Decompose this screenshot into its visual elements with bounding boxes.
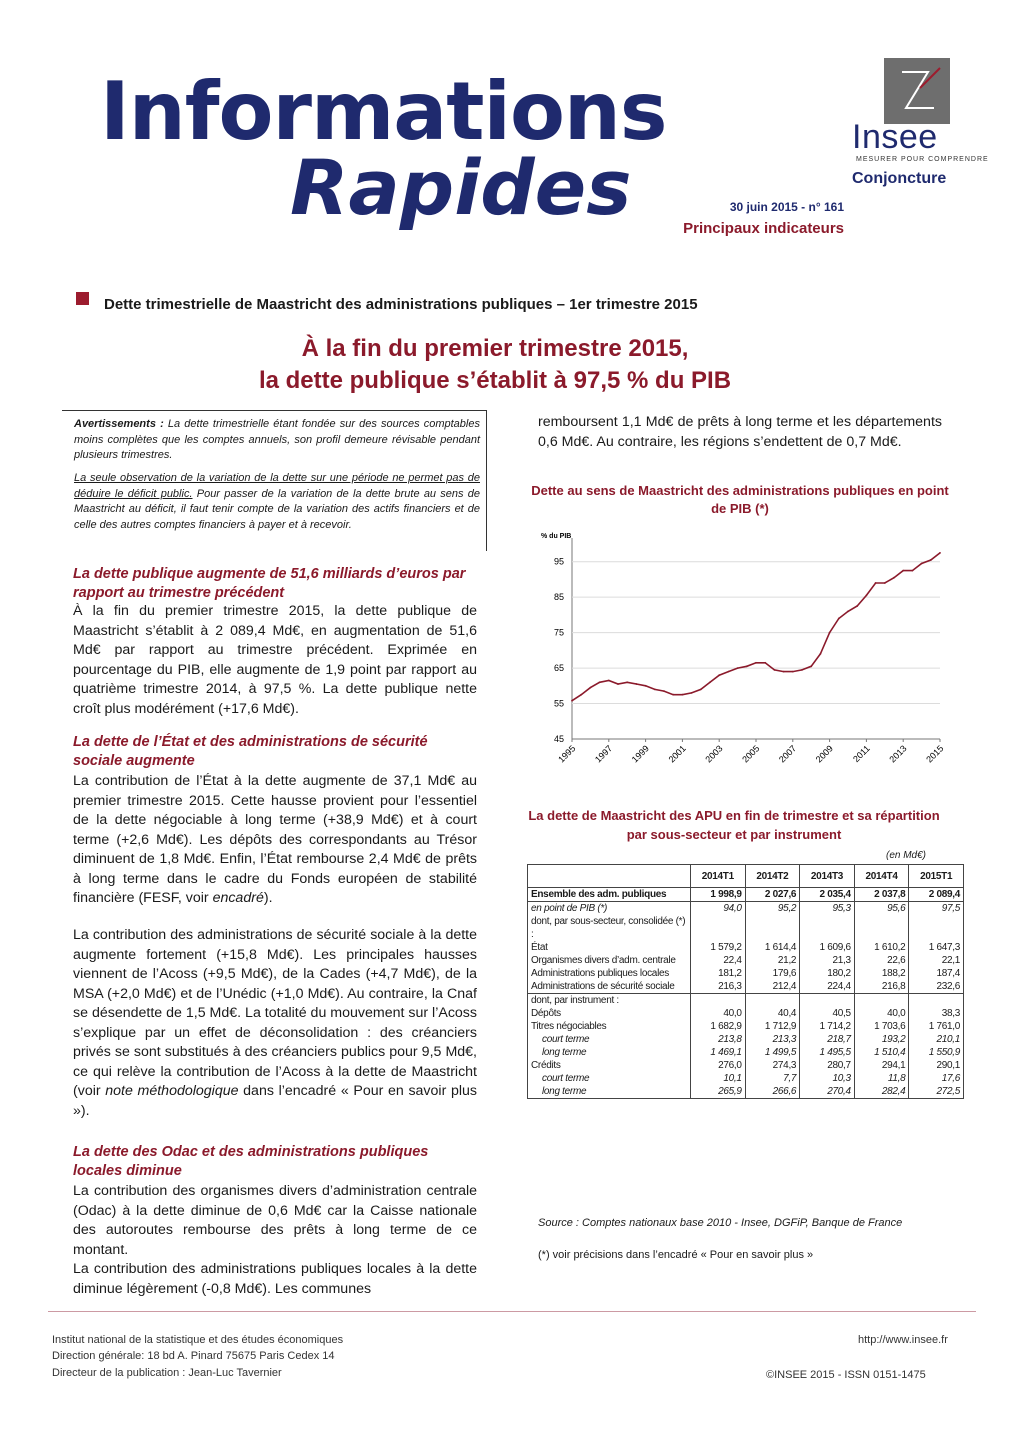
table-cell: 216,3 xyxy=(691,980,746,994)
warning-underlined: La seule observation de la variation de la dette sur une période ne permet pas de déduire le déficit public. xyxy=(74,472,480,500)
section-paragraph-2b xyxy=(73,926,477,1121)
headline xyxy=(180,333,810,397)
table-cell: 187,4 xyxy=(909,967,964,980)
section-paragraph-2a xyxy=(73,772,477,909)
table-cell: 11,8 xyxy=(854,1072,909,1085)
table-cell: 21,3 xyxy=(800,954,855,967)
debt-table xyxy=(527,864,964,1099)
table-cell: 2 037,8 xyxy=(854,888,909,902)
table-cell: 218,7 xyxy=(800,1033,855,1046)
table-header-blank xyxy=(528,865,691,888)
table-cell: 95,3 xyxy=(800,902,855,916)
row-label: court terme xyxy=(528,1072,691,1085)
logo-name: Insee xyxy=(852,118,938,156)
x-tick-label: 2015 xyxy=(924,743,946,765)
table-unit: (en Md€) xyxy=(886,850,927,861)
table-row xyxy=(528,954,964,967)
table-cell: 97,5 xyxy=(909,902,964,916)
chart-title: Dette au sens de Maastricht des administrations publiques en point de PIB (*) xyxy=(531,483,949,516)
section-text-2b: La contribution des administrations de sécurité sociale à la dette augmente fortement (+15,8 Md€). Les principales hausses viennent de l’Acoss (+9,5 Md€), de la Cades (+4,7 Md€), de la MSA (+2,0 Md€) et de l’Unédic (+1,0 Md€). Au contraire, la Cnaf se désendette de 1,5 Md€. La totalité du mouvement sur l’Acoss s’explique par un effet de déconsolidation : des créanciers privés se sont substitués à des créanciers publics pour 9,5 Md€, ce qui relève la contribution de l’Acoss à la dette de Maastricht (voir xyxy=(73,927,477,1099)
table-cell: 282,4 xyxy=(854,1085,909,1099)
y-axis-label: % du PIB xyxy=(541,533,572,540)
row-label: court terme xyxy=(528,1033,691,1046)
x-tick-label: 1997 xyxy=(592,743,615,765)
table-cell: 290,1 xyxy=(909,1059,964,1072)
table-cell: 17,6 xyxy=(909,1072,964,1085)
section-heading-1: La dette publique augmente de 51,6 milliards d’euros par rapport au trimestre précédent xyxy=(73,566,466,601)
row-label: en point de PIB (*) xyxy=(528,902,691,916)
table-cell: 94,0 xyxy=(691,902,746,916)
table-cell: 38,3 xyxy=(909,1007,964,1020)
table-cell: 212,4 xyxy=(745,980,800,994)
column-header: 2014T1 xyxy=(691,865,746,888)
table-cell: 232,6 xyxy=(909,980,964,994)
table-title: La dette de Maastricht des APU en fin de trimestre et sa répartition par sous-secteur et par instrument xyxy=(528,808,940,842)
table-row xyxy=(528,1007,964,1020)
section-heading-3: La dette des Odac et des administrations publiques locales diminue xyxy=(73,1144,429,1179)
section-text-2a: La contribution de l’État à la dette augmente de 37,1 Md€ au premier trimestre 2015. Cette hausse provient pour l’essentiel de la dette négociable à long terme (+38,9 Md€) et à court terme (+2,6 Md€). Les dépôts des correspondants au Trésor diminuent de 1,8 Md€. Enfin, l’État rembourse 2,4 Md€ de prêts à long terme dans le cadre du Fonds européen de stabilité financière (FESF, voir xyxy=(73,773,477,906)
insee-logo-icon xyxy=(884,58,950,124)
warning-text-2: Pour passer de la variation de la dette brute au sens de Maastricht au déficit, il faut tenir compte de la variation des actifs financiers et de celle des autres comptes financiers à payer et à recevoir. xyxy=(74,487,480,531)
x-tick-label: 2005 xyxy=(740,743,762,765)
row-label: Crédits xyxy=(528,1059,691,1072)
issue-number: 30 juin 2015 - n° 161 xyxy=(729,200,844,214)
row-label: Administrations publiques locales xyxy=(528,967,691,980)
y-tick-label: 55 xyxy=(553,698,564,709)
footer-institute: Institut national de la statistique et des études économiques xyxy=(52,1334,344,1346)
table-source: Source : Comptes nationaux base 2010 - Insee, DGFiP, Banque de France xyxy=(538,1217,903,1229)
table-cell: 1 469,1 xyxy=(691,1046,746,1059)
table-cell: 22,6 xyxy=(854,954,909,967)
row-label: Titres négociables xyxy=(528,1020,691,1033)
masthead-title-line1: Informations xyxy=(100,65,667,158)
table-cell: 294,1 xyxy=(854,1059,909,1072)
x-tick-label: 1999 xyxy=(629,743,652,765)
table-row-pib xyxy=(528,902,964,916)
table-cell: 1 579,2 xyxy=(691,941,746,954)
bullet-square-icon xyxy=(76,292,89,305)
section-text-3a: La contribution des organismes divers d’administration centrale (Odac) à la dette diminue de 0,6 Md€ car la Caisse nationale des autoroutes rembourse des prêts à long terme de ce montant. xyxy=(73,1183,477,1258)
warning-paragraph-1 xyxy=(74,417,480,464)
table-row xyxy=(528,1059,964,1072)
column-header: 2015T1 xyxy=(909,865,964,888)
table-cell: 210,1 xyxy=(909,1033,964,1046)
table-cell: 265,9 xyxy=(691,1085,746,1099)
table-cell: 10,3 xyxy=(800,1072,855,1085)
table-cell: 22,4 xyxy=(691,954,746,967)
x-tick-label: 2001 xyxy=(666,743,688,765)
table-cell: 1 610,2 xyxy=(854,941,909,954)
table-cell: 266,6 xyxy=(745,1085,800,1099)
table-cell: 1 761,0 xyxy=(909,1020,964,1033)
footer-copyright: ©INSEE 2015 - ISSN 0151-1475 xyxy=(766,1369,926,1381)
series-line xyxy=(572,553,940,701)
table-cell: 40,5 xyxy=(800,1007,855,1020)
table-cell: 1 609,6 xyxy=(800,941,855,954)
table-row xyxy=(528,1020,964,1033)
row-label: État xyxy=(528,941,691,954)
table-row xyxy=(528,980,964,994)
y-tick-label: 75 xyxy=(553,627,564,638)
x-tick-label: 2009 xyxy=(813,743,836,765)
table-cell: 2 089,4 xyxy=(909,888,964,902)
table-cell: 40,4 xyxy=(745,1007,800,1020)
table-row xyxy=(528,1072,964,1085)
table-cell: 1 550,9 xyxy=(909,1046,964,1059)
table-row xyxy=(528,1046,964,1059)
x-tick-label: 2011 xyxy=(851,743,872,765)
table-row xyxy=(528,1085,964,1099)
warning-paragraph-2 xyxy=(74,471,480,533)
y-tick-label: 65 xyxy=(553,663,564,674)
table-cell: 270,4 xyxy=(800,1085,855,1099)
table-row xyxy=(528,967,964,980)
table-cell: 213,8 xyxy=(691,1033,746,1046)
table-cell: 1 712,9 xyxy=(745,1020,800,1033)
table-cell: 274,3 xyxy=(745,1059,800,1072)
table-row-total xyxy=(528,888,964,902)
column-header: 2014T3 xyxy=(800,865,855,888)
logo-conjoncture: Conjoncture xyxy=(852,170,947,187)
table-cell: 1 647,3 xyxy=(909,941,964,954)
x-tick-label: 2007 xyxy=(776,743,799,765)
table-cell: 1 714,2 xyxy=(800,1020,855,1033)
section-text-2a-end: ). xyxy=(263,890,273,906)
table-cell: 95,2 xyxy=(745,902,800,916)
table-cell: 1 682,9 xyxy=(691,1020,746,1033)
y-tick-label: 95 xyxy=(553,556,564,567)
section-text-2b-end: dans l’encadré « Pour en savoir plus »). xyxy=(73,1083,477,1119)
table-cell: 1 703,6 xyxy=(854,1020,909,1033)
y-tick-label: 85 xyxy=(553,592,564,603)
row-label: Administrations de sécurité sociale xyxy=(528,980,691,994)
table-row xyxy=(528,1033,964,1046)
table-row-subsector-header xyxy=(528,915,964,941)
table-cell: 10,1 xyxy=(691,1072,746,1085)
table-cell: 213,3 xyxy=(745,1033,800,1046)
subject-line: Dette trimestrielle de Maastricht des administrations publiques – 1er trimestre 2015 xyxy=(104,296,698,313)
table-cell: 1 499,5 xyxy=(745,1046,800,1059)
table-cell: 224,4 xyxy=(800,980,855,994)
section-emphasis-2a: encadré xyxy=(212,890,264,906)
table-row xyxy=(528,941,964,954)
x-tick-label: 2013 xyxy=(887,743,909,765)
headline-line1: À la fin du premier trimestre 2015, xyxy=(301,335,689,362)
debt-line-chart xyxy=(530,524,950,774)
table-cell: 1 998,9 xyxy=(691,888,746,902)
table-cell: 280,7 xyxy=(800,1059,855,1072)
section-text-3b: La contribution des administrations publiques locales à la dette diminue légèrement (-0,8 Md€). Les communes xyxy=(73,1261,477,1297)
footer-director: Directeur de la publication : Jean-Luc Tavernier xyxy=(52,1367,282,1379)
headline-line2: la dette publique s’établit à 97,5 % du PIB xyxy=(258,367,732,394)
x-tick-label: 2003 xyxy=(703,743,725,765)
table-cell: 193,2 xyxy=(854,1033,909,1046)
table-cell: 21,2 xyxy=(745,954,800,967)
column-header: 2014T4 xyxy=(854,865,909,888)
table-cell: 188,2 xyxy=(854,967,909,980)
y-tick-label: 45 xyxy=(553,734,564,744)
section-emphasis-2b: note méthodologique xyxy=(105,1083,239,1099)
table-note: (*) voir précisions dans l’encadré « Pour en savoir plus » xyxy=(538,1249,814,1261)
table-cell: 216,8 xyxy=(854,980,909,994)
table-cell: 2 027,6 xyxy=(745,888,800,902)
table-cell: 1 495,5 xyxy=(800,1046,855,1059)
footer-address: Direction générale: 18 bd A. Pinard 75675 Paris Cedex 14 xyxy=(52,1350,335,1362)
table-cell: 180,2 xyxy=(800,967,855,980)
x-tick-label: 1995 xyxy=(556,743,578,765)
warning-text-1: La dette trimestrielle étant fondée sur des sources comptables moins complètes que les comptes annuels, son profil demeure révisable pendant plusieurs trimestres. xyxy=(74,418,480,461)
table-header-row xyxy=(528,865,964,888)
footer-divider xyxy=(48,1311,976,1312)
row-label: long terme xyxy=(528,1046,691,1059)
table-row-instrument-header xyxy=(528,994,964,1008)
row-label: Organismes divers d’adm. centrale xyxy=(528,954,691,967)
footer-url-link[interactable]: http://www.insee.fr xyxy=(858,1334,948,1346)
section-heading-2: La dette de l’État et des administrations de sécurité sociale augmente xyxy=(73,734,428,769)
warning-box xyxy=(62,410,487,551)
row-label: dont, par sous-secteur, consolidée (*) : xyxy=(528,915,691,941)
row-label: Dépôts xyxy=(528,1007,691,1020)
table-cell: 1 614,4 xyxy=(745,941,800,954)
table-cell: 7,7 xyxy=(745,1072,800,1085)
table-cell: 181,2 xyxy=(691,967,746,980)
table-cell: 22,1 xyxy=(909,954,964,967)
table-cell: 40,0 xyxy=(854,1007,909,1020)
table-cell: 40,0 xyxy=(691,1007,746,1020)
right-column-text: remboursent 1,1 Md€ de prêts à long terme et les départements 0,6 Md€. Au contraire, les régions s’endettent de 0,7 Md€. xyxy=(538,414,942,450)
warning-lead: Avertissements : xyxy=(74,418,164,430)
section-label: Principaux indicateurs xyxy=(683,220,844,237)
masthead-title-line2: Rapides xyxy=(290,143,632,232)
row-label: Ensemble des adm. publiques xyxy=(528,888,691,902)
section-text-1: À la fin du premier trimestre 2015, la dette publique de Maastricht s’établit à 2 089,4 Md€, en augmentation de 51,6 Md€ par rapport au trimestre précédent. Exprimée en pourcentage du PIB, elle augmente de 1,9 point par rapport au quatrième trimestre 2014, à 97,5 %. La dette publique nette croît plus modérément (+17,6 Md€). xyxy=(73,603,477,717)
row-label: dont, par instrument : xyxy=(528,994,691,1008)
row-label: long terme xyxy=(528,1085,691,1099)
table-cell: 1 510,4 xyxy=(854,1046,909,1059)
logo-tagline: MESURER POUR COMPRENDRE xyxy=(856,156,989,163)
table-cell: 276,0 xyxy=(691,1059,746,1072)
table-cell: 95,6 xyxy=(854,902,909,916)
table-cell: 2 035,4 xyxy=(800,888,855,902)
column-header: 2014T2 xyxy=(745,865,800,888)
table-cell: 272,5 xyxy=(909,1085,964,1099)
table-cell: 179,6 xyxy=(745,967,800,980)
